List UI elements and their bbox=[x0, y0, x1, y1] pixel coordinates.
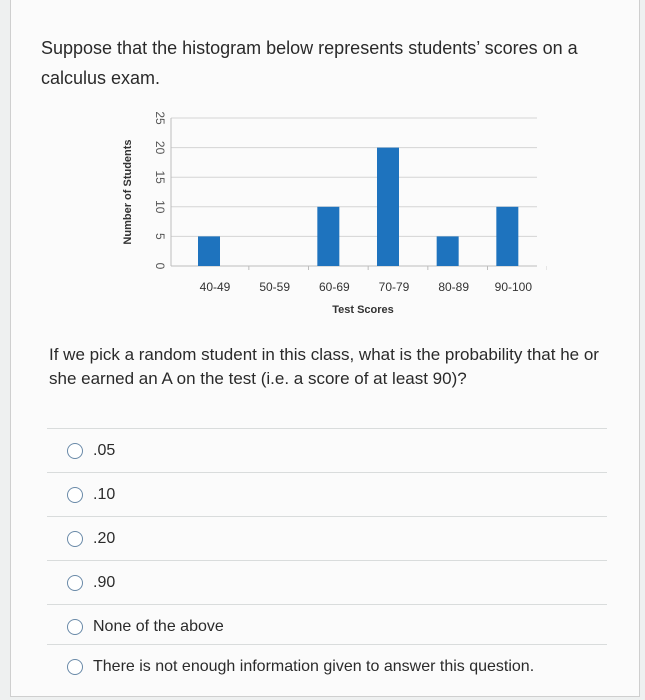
histogram-bar bbox=[496, 207, 518, 266]
option-label: .20 bbox=[93, 530, 116, 547]
y-tick-label: 10 bbox=[152, 200, 167, 214]
histogram-bar bbox=[437, 236, 459, 266]
option-label: There is not enough information given to answer this question. bbox=[93, 658, 535, 675]
question-text: Suppose that the histogram below represents students’ scores on a calculus exam. bbox=[41, 38, 578, 88]
histogram-chart bbox=[107, 100, 547, 340]
option-label: .90 bbox=[93, 574, 116, 591]
option-2[interactable] bbox=[47, 516, 607, 561]
option-label: .05 bbox=[93, 442, 116, 459]
x-axis-title: Test Scores bbox=[332, 304, 394, 316]
radio-button[interactable] bbox=[67, 575, 83, 591]
y-tick-label: 0 bbox=[152, 262, 167, 270]
x-tick-label: 60-69 bbox=[318, 280, 350, 294]
histogram-bar bbox=[198, 236, 220, 266]
histogram-bar bbox=[377, 148, 399, 266]
radio-button[interactable] bbox=[67, 443, 83, 459]
y-tick-label: 20 bbox=[152, 140, 167, 155]
histogram-svg bbox=[107, 100, 547, 340]
option-5[interactable] bbox=[47, 644, 607, 689]
radio-button[interactable] bbox=[67, 659, 83, 675]
radio-button[interactable] bbox=[67, 531, 83, 547]
question-card bbox=[10, 0, 640, 697]
option-label: None of the above bbox=[93, 618, 224, 635]
x-tick-label: 70-79 bbox=[378, 280, 410, 294]
x-tick-label: 90-100 bbox=[494, 280, 533, 294]
radio-button[interactable] bbox=[67, 487, 83, 503]
option-1[interactable] bbox=[47, 472, 607, 517]
y-tick-label: 25 bbox=[152, 111, 167, 125]
x-tick-label: 50-59 bbox=[259, 280, 291, 294]
question-prompt: If we pick a random student in this class, what is the probability that he or she earned an A on the test (i.e. a score of at least 90)? bbox=[49, 345, 599, 388]
x-tick-label: 40-49 bbox=[199, 280, 231, 294]
option-3[interactable] bbox=[47, 560, 607, 605]
option-0[interactable] bbox=[47, 428, 607, 473]
histogram-bar bbox=[317, 207, 339, 266]
y-axis-title: Number of Students bbox=[122, 139, 134, 245]
option-4[interactable] bbox=[47, 604, 607, 649]
x-tick-label: 80-89 bbox=[438, 280, 470, 294]
y-tick-label: 15 bbox=[152, 170, 167, 184]
y-tick-label: 5 bbox=[152, 233, 167, 240]
option-label: .10 bbox=[93, 486, 116, 503]
radio-button[interactable] bbox=[67, 619, 83, 635]
